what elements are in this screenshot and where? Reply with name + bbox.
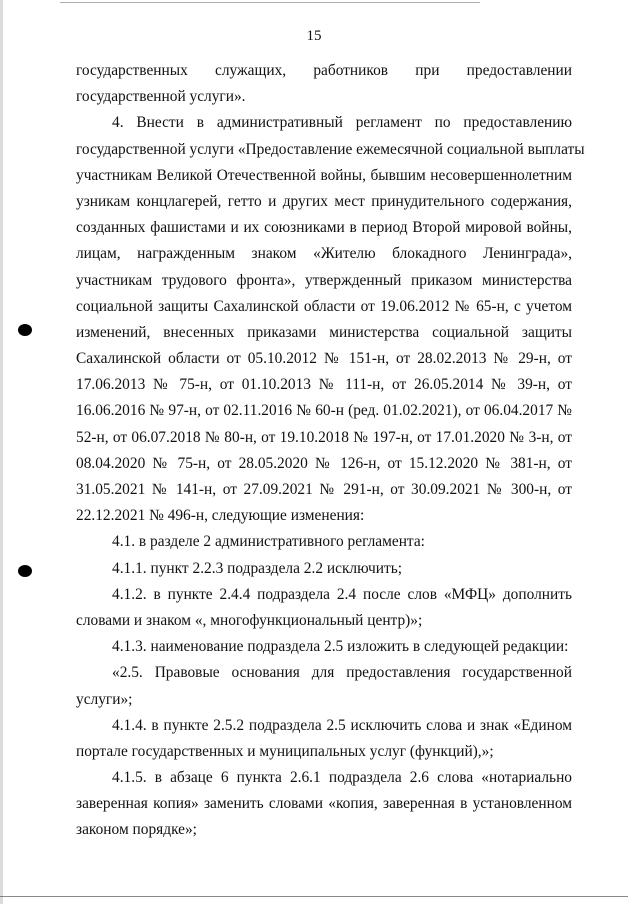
scan-edge — [0, 0, 3, 904]
text-line: 31.05.2021 № 141-н, от 27.09.2021 № 291-н, от 30.09.2021 № 300-н, от — [76, 481, 572, 498]
text-line: 4.1.4. в пункте 2.5.2 подраздела 2.5 исключить слова и знак «Едином — [112, 716, 572, 734]
text-line: лицам, награжденным знаком «Жителю блокадного Ленинграда», — [76, 245, 572, 263]
text-line: государственной услуги «Предоставление ежемесячной социальной выплаты — [76, 140, 585, 158]
text-line: 16.06.2016 № 97-н, от 02.11.2016 № 60-н (ред. 01.02.2021), от 06.04.2017 № — [76, 402, 572, 420]
text-line: законом порядке»; — [76, 821, 197, 839]
scan-top-line — [60, 2, 480, 3]
punch-hole-mark — [18, 324, 32, 336]
page-number: 15 — [306, 28, 322, 44]
text-line: 4.1.1. пункт 2.2.3 подраздела 2.2 исключить; — [112, 559, 403, 577]
text-line: Сахалинской области от 05.10.2012 № 151-н, от 28.02.2013 № 29-н, от — [76, 350, 572, 368]
text-line: портале государственных и муниципальных услуг (функций),»; — [76, 742, 494, 760]
text-line: 4.1.5. в абзаце 6 пункта 2.6.1 подраздела 2.6 слова «нотариально — [112, 769, 572, 787]
text-line: созданных фашистами и их союзниками в период Второй мировой войны, — [76, 219, 572, 237]
text-line: участникам трудового фронта», утвержденный приказом министерства — [76, 271, 572, 289]
text-line: заверенная копия» заменить словами «копия, заверенная в установленном — [76, 795, 572, 813]
text-line: 4. Внести в административный регламент по предоставлению — [112, 114, 572, 132]
text-line: услуги»; — [76, 690, 133, 708]
text-line: изменений, внесенных приказами министерства социальной защиты — [76, 323, 572, 341]
scan-bottom-line — [0, 896, 628, 897]
text-line: государственных служащих, работников при предоставлении — [76, 62, 572, 79]
text-line: 52-н, от 06.07.2018 № 80-н, от 19.10.2018 № 197-н, от 17.01.2020 № 3-н, от — [76, 428, 572, 446]
text-line: социальной защиты Сахалинской области от 19.06.2012 № 65-н, с учетом — [76, 297, 572, 315]
text-line: словами и знаком «, многофункциональный центр)»; — [76, 611, 423, 629]
text-line: 4.1.3. наименование подраздела 2.5 изложить в следующей редакции: — [112, 638, 569, 656]
text-line: участникам Великой Отечественной войны, бывшим несовершеннолетним — [76, 166, 572, 184]
text-line: «2.5. Правовые основания для предоставления государственной — [112, 664, 572, 682]
text-line: государственной услуги». — [76, 88, 246, 106]
text-line: 17.06.2013 № 75-н, от 01.10.2013 № 111-н, от 26.05.2014 № 39-н, от — [76, 376, 572, 394]
punch-hole-mark — [18, 565, 32, 577]
text-line: 22.12.2021 № 496-н, следующие изменения: — [76, 507, 365, 525]
text-line: 4.1.2. в пункте 2.4.4 подраздела 2.4 после слов «МФЦ» дополнить — [112, 585, 572, 603]
text-line: 08.04.2020 № 75-н, от 28.05.2020 № 126-н, от 15.12.2020 № 381-н, от — [76, 454, 572, 472]
text-line: узникам концлагерей, гетто и других мест принудительного содержания, — [76, 192, 572, 210]
document-body — [76, 58, 585, 844]
text-line: 4.1. в разделе 2 административного регламента: — [112, 533, 425, 551]
